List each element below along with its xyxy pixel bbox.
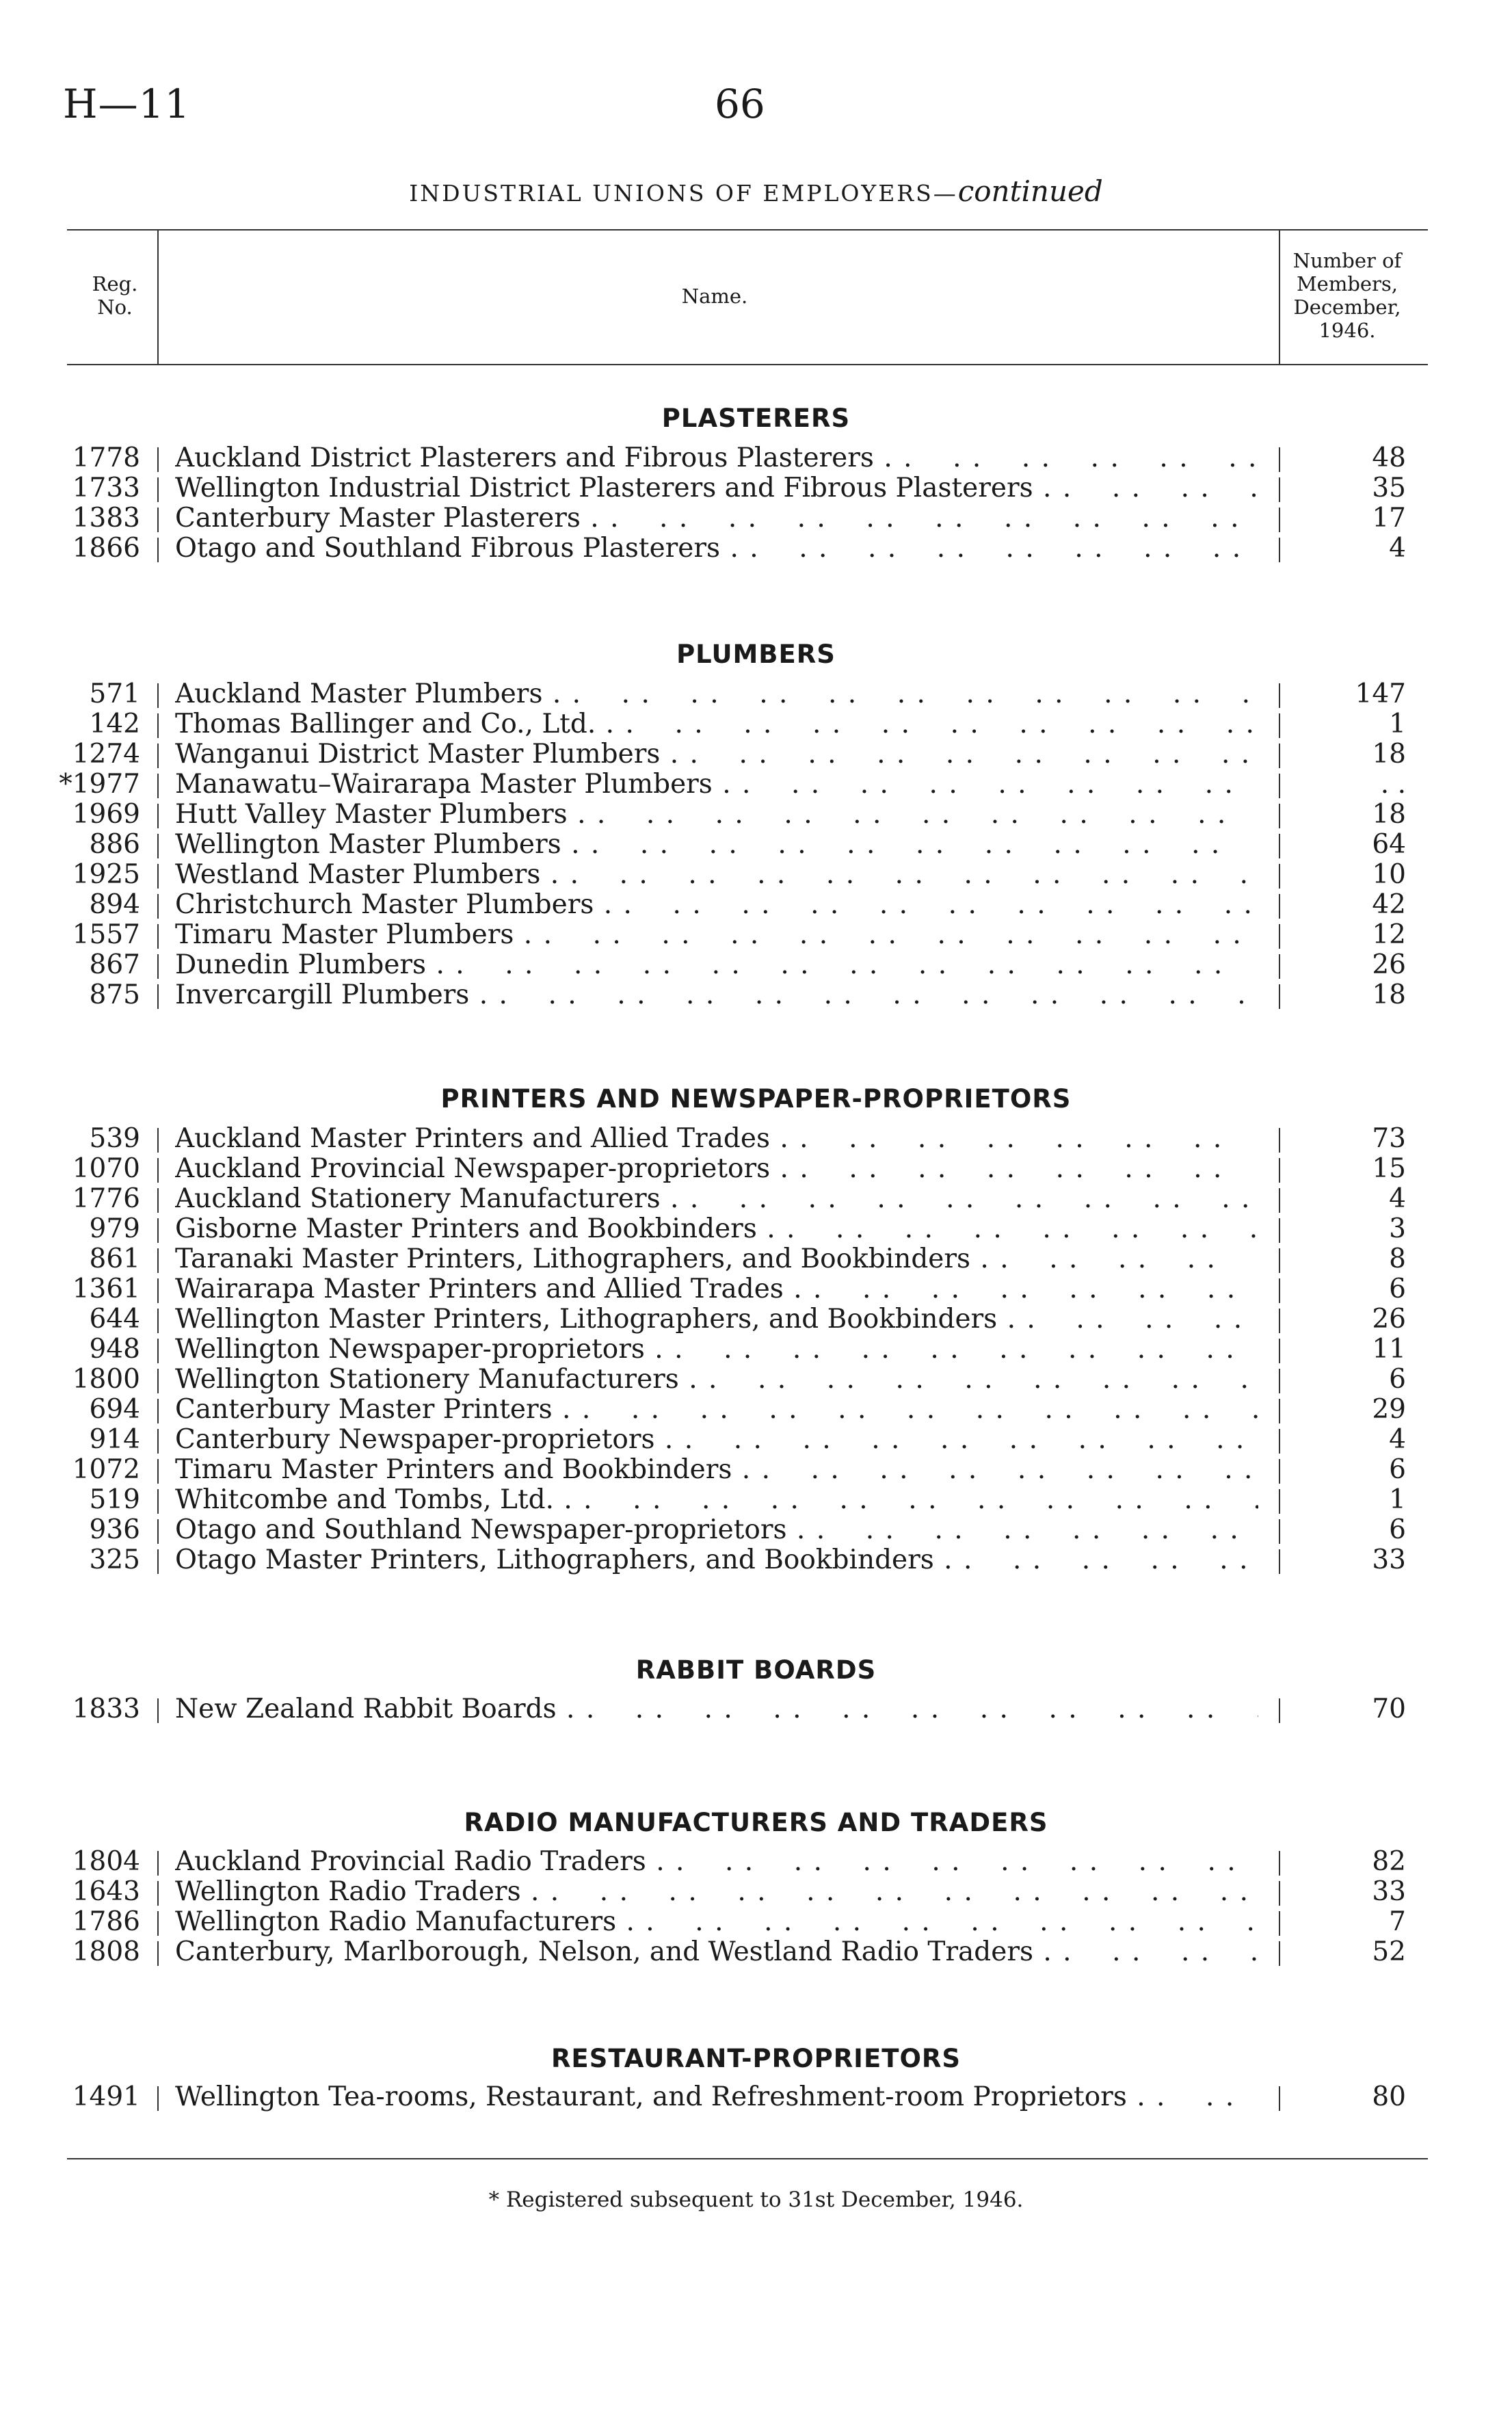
column-divider (157, 1519, 159, 1544)
column-divider (1279, 1698, 1280, 1723)
column-divider (1279, 1851, 1280, 1876)
reg-number: 1800 (72, 1364, 140, 1395)
table-row (0, 1184, 1512, 1214)
column-header-members-line4: 1946. (1318, 319, 1376, 342)
table-row (0, 1244, 1512, 1274)
reg-number: 1361 (72, 1274, 140, 1304)
member-count: 12 (1372, 919, 1406, 950)
union-name: Auckland Stationery Manufacturers . . (175, 1184, 1258, 1214)
table-row (0, 1335, 1512, 1365)
column-divider (1279, 984, 1280, 1009)
column-divider (1279, 894, 1280, 919)
section-title: RABBIT BOARDS (635, 1655, 877, 1685)
column-divider (1279, 1549, 1280, 1574)
reg-number: 1925 (72, 859, 140, 890)
column-divider (157, 1489, 159, 1514)
column-divider (1279, 744, 1280, 768)
column-divider (157, 508, 159, 532)
column-divider (157, 864, 159, 889)
member-count: 7 (1389, 1906, 1406, 1937)
table-row (0, 770, 1512, 800)
union-name: Wanganui District Master Plumbers . . (175, 739, 1258, 770)
table-row (0, 1425, 1512, 1455)
member-count: 73 (1372, 1123, 1406, 1154)
member-count: 6 (1389, 1514, 1406, 1545)
column-divider (157, 1158, 159, 1183)
table-row (0, 830, 1512, 860)
reg-number: 1804 (72, 1846, 140, 1877)
member-count: 29 (1372, 1394, 1406, 1425)
union-name: Wellington Master Plumbers . . (175, 830, 1258, 860)
union-name: Otago Master Printers, Lithographers, and Bookbinders . . (175, 1545, 1258, 1575)
reg-number: 1383 (72, 503, 140, 534)
column-header-reg (81, 272, 149, 319)
table-row (0, 534, 1512, 564)
column-divider (157, 1309, 159, 1333)
table-row (0, 1847, 1512, 1877)
column-divider (157, 1218, 159, 1243)
section-title: PRINTERS AND NEWSPAPER-PROPRIETORS (440, 1084, 1072, 1114)
table-bottom-rule (67, 2158, 1428, 2159)
table-row (0, 679, 1512, 709)
column-divider (157, 2086, 159, 2111)
column-divider (1279, 1128, 1280, 1153)
column-divider (157, 683, 159, 708)
column-divider (157, 1911, 159, 1936)
union-name: Auckland Provincial Newspaper-proprietors . . (175, 1154, 1258, 1184)
union-name: Auckland Master Plumbers . . (175, 679, 1258, 709)
union-name: Canterbury Newspaper-proprietors . . (175, 1425, 1258, 1455)
member-count: 10 (1372, 859, 1406, 890)
column-divider (1279, 954, 1280, 979)
table-row (0, 443, 1512, 473)
member-count: 35 (1372, 473, 1406, 503)
reg-number: 914 (89, 1424, 140, 1455)
column-divider (1279, 713, 1280, 738)
member-count: 33 (1372, 1545, 1406, 1575)
column-divider (157, 477, 159, 502)
table-row (0, 920, 1512, 950)
member-count: 17 (1372, 503, 1406, 534)
member-count: 6 (1389, 1454, 1406, 1485)
reg-number: *1977 (59, 769, 140, 800)
member-count: 11 (1372, 1334, 1406, 1365)
table-row (0, 1365, 1512, 1395)
running-title (0, 174, 1512, 208)
member-count: . . (1380, 769, 1406, 800)
member-count: 6 (1389, 1274, 1406, 1304)
reg-number: 1733 (72, 473, 140, 503)
reg-number: 644 (89, 1304, 140, 1335)
table-row (0, 1124, 1512, 1154)
member-count: 52 (1372, 1936, 1406, 1967)
table-row (0, 1304, 1512, 1335)
member-count: 70 (1372, 1694, 1406, 1724)
union-name: Wellington Newspaper-proprietors . . (175, 1335, 1258, 1365)
section-title: PLASTERERS (661, 404, 851, 433)
union-name: Wellington Stationery Manufacturers . . (175, 1365, 1258, 1395)
member-count: 26 (1372, 1304, 1406, 1335)
union-name: Manawatu–Wairarapa Master Plumbers . . (175, 770, 1258, 800)
header-ref: H—11 (63, 81, 191, 127)
column-divider (157, 954, 159, 979)
union-name: Otago and Southland Fibrous Plasterers . . (175, 534, 1258, 564)
union-name: New Zealand Rabbit Boards . . (175, 1694, 1258, 1724)
table-row (0, 709, 1512, 739)
reg-number: 1808 (72, 1936, 140, 1967)
reg-number: 571 (89, 679, 140, 709)
section-title: PLUMBERS (676, 640, 836, 669)
table-row (0, 1694, 1512, 1724)
union-name: Wellington Tea-rooms, Restaurant, and Refreshment-room Proprietors . . (175, 2082, 1258, 2112)
table-row (0, 890, 1512, 920)
column-divider (1279, 1489, 1280, 1514)
table-row (0, 1395, 1512, 1425)
reg-number: 861 (89, 1244, 140, 1274)
column-divider (1279, 447, 1280, 472)
reg-number: 325 (89, 1545, 140, 1575)
column-divider (157, 774, 159, 798)
reg-number: 1866 (72, 533, 140, 564)
reg-number: 867 (89, 949, 140, 980)
column-divider (157, 1941, 159, 1966)
union-name: Timaru Master Printers and Bookbinders . . (175, 1455, 1258, 1485)
reg-number: 519 (89, 1484, 140, 1515)
column-divider (157, 1851, 159, 1876)
table-header-rule (67, 364, 1428, 365)
reg-number: 1833 (72, 1694, 140, 1724)
reg-number: 1491 (72, 2081, 140, 2112)
reg-number: 1776 (72, 1183, 140, 1214)
table-row (0, 980, 1512, 1010)
column-divider (157, 1698, 159, 1723)
reg-number: 1969 (72, 799, 140, 830)
column-divider (157, 834, 159, 858)
reg-number: 875 (89, 980, 140, 1010)
column-header-members (1279, 249, 1416, 342)
column-divider (157, 1429, 159, 1454)
column-header-members-line3: December, (1293, 295, 1401, 319)
column-header-reg-line2: No. (97, 295, 133, 319)
member-count: 4 (1389, 1424, 1406, 1455)
column-divider (1279, 477, 1280, 502)
column-divider (1279, 1278, 1280, 1303)
union-name: Auckland Provincial Radio Traders . . (175, 1847, 1258, 1877)
union-name: Wellington Master Printers, Lithographers, and Bookbinders . . (175, 1304, 1258, 1335)
union-name: Auckland District Plasterers and Fibrous Plasterers . . (175, 443, 1258, 473)
table-row (0, 739, 1512, 770)
column-divider (157, 538, 159, 562)
column-divider (157, 924, 159, 949)
column-divider (1279, 1459, 1280, 1484)
reg-number: 948 (89, 1334, 140, 1365)
reg-number: 539 (89, 1123, 140, 1154)
column-divider (1279, 508, 1280, 532)
member-count: 8 (1389, 1244, 1406, 1274)
union-name: Wairarapa Master Printers and Allied Trades . . (175, 1274, 1258, 1304)
column-divider (157, 1459, 159, 1484)
table-row (0, 1937, 1512, 1967)
column-divider (157, 744, 159, 768)
column-divider (1279, 1248, 1280, 1273)
column-header-reg-line1: Reg. (92, 272, 138, 295)
member-count: 147 (1355, 679, 1406, 709)
union-name: Otago and Southland Newspaper-proprietors . . (175, 1515, 1258, 1545)
column-header-name: Name. (681, 285, 748, 308)
union-name: Canterbury Master Plasterers . . (175, 503, 1258, 534)
column-divider (1279, 1881, 1280, 1906)
member-count: 15 (1372, 1153, 1406, 1184)
table-row (0, 1455, 1512, 1485)
member-count: 1 (1389, 709, 1406, 739)
column-divider (1279, 1158, 1280, 1183)
column-divider (157, 1399, 159, 1423)
table-row (0, 503, 1512, 534)
footnote: * Registered subsequent to 31st December, 1946. (488, 2187, 1024, 2212)
table-row (0, 2082, 1512, 2112)
member-count: 80 (1372, 2081, 1406, 2112)
union-name: Timaru Master Plumbers . . (175, 920, 1258, 950)
member-count: 64 (1372, 829, 1406, 860)
reg-number: 142 (89, 709, 140, 739)
member-count: 6 (1389, 1364, 1406, 1395)
table-top-rule (67, 229, 1428, 231)
column-divider (1279, 1339, 1280, 1363)
column-divider (1279, 864, 1280, 889)
union-name: Hutt Valley Master Plumbers . . (175, 800, 1258, 830)
reg-number: 1072 (72, 1454, 140, 1485)
column-divider (157, 1278, 159, 1303)
union-name: Christchurch Master Plumbers . . (175, 890, 1258, 920)
column-header-members-line1: Number of (1292, 249, 1402, 272)
reg-number: 894 (89, 889, 140, 920)
column-divider (157, 1339, 159, 1363)
column-divider (157, 804, 159, 828)
union-name: Dunedin Plumbers . . (175, 950, 1258, 980)
column-divider (157, 1881, 159, 1906)
column-divider (157, 984, 159, 1009)
column-divider (157, 894, 159, 919)
table-row (0, 1274, 1512, 1304)
column-divider (1279, 1399, 1280, 1423)
column-divider (1279, 834, 1280, 858)
column-divider (157, 1549, 159, 1574)
union-name: Wellington Industrial District Plasterers and Fibrous Plasterers . . (175, 473, 1258, 503)
column-divider (1279, 538, 1280, 562)
union-name: Taranaki Master Printers, Lithographers, and Bookbinders . . (175, 1244, 1258, 1274)
reg-number: 1557 (72, 919, 140, 950)
reg-number: 1274 (72, 739, 140, 770)
member-count: 33 (1372, 1876, 1406, 1907)
reg-number: 1778 (72, 443, 140, 473)
union-name: Wellington Radio Manufacturers . . (175, 1907, 1258, 1937)
table-row (0, 1877, 1512, 1907)
union-name: Auckland Master Printers and Allied Trades . . (175, 1124, 1258, 1154)
section-title: RESTAURANT-PROPRIETORS (551, 2044, 961, 2073)
column-divider (1279, 1369, 1280, 1393)
member-count: 1 (1389, 1484, 1406, 1515)
reg-number: 936 (89, 1514, 140, 1545)
running-title-text: INDUSTRIAL UNIONS OF EMPLOYERS— (409, 180, 958, 207)
union-name: Westland Master Plumbers . . (175, 860, 1258, 890)
union-name: Wellington Radio Traders . . (175, 1877, 1258, 1907)
reg-number: 694 (89, 1394, 140, 1425)
union-name: Canterbury, Marlborough, Nelson, and Westland Radio Traders . . (175, 1937, 1258, 1967)
column-divider (1279, 683, 1280, 708)
reg-number: 1070 (72, 1153, 140, 1184)
table-row (0, 1214, 1512, 1244)
page-number: 66 (715, 81, 765, 127)
table-row (0, 1545, 1512, 1575)
column-divider (1279, 1941, 1280, 1966)
column-divider (157, 447, 159, 472)
column-divider (157, 1128, 159, 1153)
table-row (0, 800, 1512, 830)
member-count: 82 (1372, 1846, 1406, 1877)
union-name: Invercargill Plumbers . . (175, 980, 1258, 1010)
column-divider (1279, 1519, 1280, 1544)
table-row (0, 1515, 1512, 1545)
column-divider (157, 1248, 159, 1273)
column-divider (1279, 774, 1280, 798)
column-divider (157, 1188, 159, 1213)
member-count: 4 (1389, 1183, 1406, 1214)
column-divider (1279, 1218, 1280, 1243)
union-name: Whitcombe and Tombs, Ltd. . . (175, 1485, 1258, 1515)
column-divider (1279, 2086, 1280, 2111)
union-name: Gisborne Master Printers and Bookbinders . . (175, 1214, 1258, 1244)
member-count: 3 (1389, 1213, 1406, 1244)
header-divider-left (157, 229, 159, 364)
table-row (0, 1907, 1512, 1937)
table-row (0, 860, 1512, 890)
column-divider (1279, 924, 1280, 949)
table-row (0, 1154, 1512, 1184)
member-count: 42 (1372, 889, 1406, 920)
table-row (0, 1485, 1512, 1515)
member-count: 18 (1372, 980, 1406, 1010)
reg-number: 979 (89, 1213, 140, 1244)
column-divider (157, 713, 159, 738)
column-divider (1279, 804, 1280, 828)
member-count: 48 (1372, 443, 1406, 473)
union-name: Canterbury Master Printers . . (175, 1395, 1258, 1425)
reg-number: 886 (89, 829, 140, 860)
column-divider (1279, 1188, 1280, 1213)
column-header-members-line2: Members, (1296, 272, 1398, 295)
member-count: 26 (1372, 949, 1406, 980)
reg-number: 1643 (72, 1876, 140, 1907)
column-divider (157, 1369, 159, 1393)
union-name: Thomas Ballinger and Co., Ltd. . . (175, 709, 1258, 739)
section-title: RADIO MANUFACTURERS AND TRADERS (464, 1808, 1048, 1837)
member-count: 18 (1372, 799, 1406, 830)
member-count: 18 (1372, 739, 1406, 770)
column-divider (1279, 1911, 1280, 1936)
reg-number: 1786 (72, 1906, 140, 1937)
column-divider (1279, 1309, 1280, 1333)
column-divider (1279, 1429, 1280, 1454)
table-row (0, 473, 1512, 503)
running-title-continued: continued (957, 174, 1103, 208)
table-row (0, 950, 1512, 980)
member-count: 4 (1389, 533, 1406, 564)
